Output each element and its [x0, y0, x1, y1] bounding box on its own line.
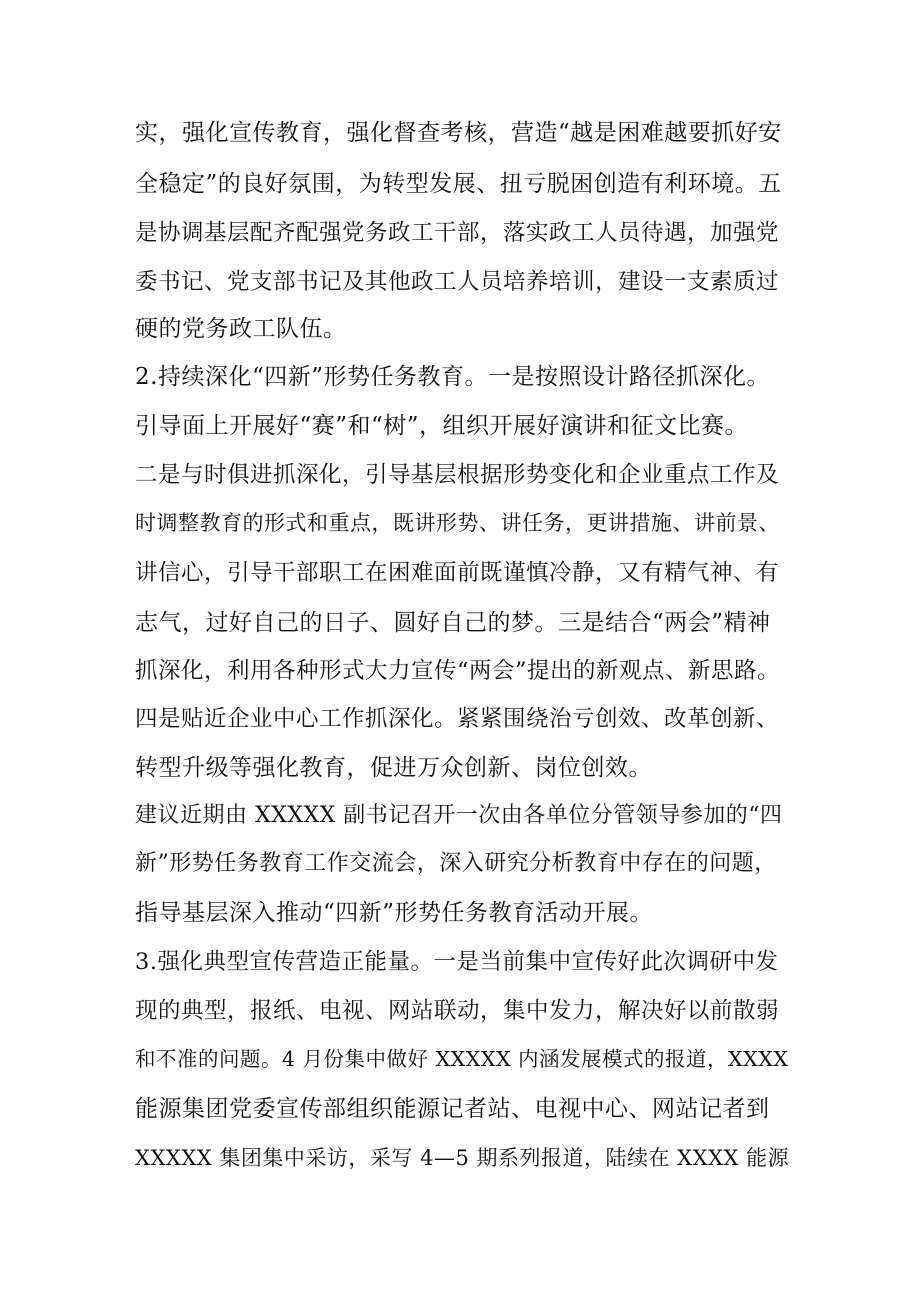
- text-line: 指导基层深入推动“四新”形势任务教育活动开展。: [135, 900, 654, 926]
- text-line: 四是贴近企业中心工作抓深化。紧紧围绕治亏创效、改革创新、: [135, 706, 780, 732]
- text-line: 现的典型，报纸、电视、网站联动，集中发力，解决好以前散弱: [135, 998, 780, 1024]
- text-line: 时调整教育的形式和重点，既讲形势、讲任务，更讲措施、讲前景、: [135, 511, 780, 535]
- text-line: 建议近期由 XXXXX 副书记召开一次由各单位分管领导参加的“四: [135, 803, 783, 828]
- text-line: 讲信心，引导干部职工在困难面前既谨慎冷静，又有精气神、有: [135, 560, 780, 586]
- text-line: 3.强化典型宣传营造正能量。一是当前集中宣传好此次调研中发: [135, 949, 779, 975]
- text-line: 抓深化，利用各种形式大力宣传“两会”提出的新观点、新思路。: [135, 658, 781, 684]
- text-line: 全稳定”的良好氛围，为转型发展、扭亏脱困创造有利环境。五: [135, 171, 782, 197]
- text-line: 二是与时俱进抓深化，引导基层根据形势变化和企业重点工作及: [135, 462, 780, 488]
- text-line: XXXXX 集团集中采访，采写 4—5 期系列报道，陆续在 XXXX 能源: [135, 1146, 790, 1170]
- text-line: 能源集团党委宣传部组织能源记者站、电视中心、网站记者到: [135, 1096, 770, 1122]
- text-line: 实，强化宣传教育，强化督查考核，营造“越是困难越要抓好安: [135, 120, 782, 146]
- text-line: 转型升级等强化教育，促进万众创新、岗位创效。: [135, 755, 652, 781]
- text-line: 引导面上开展好“赛”和“树”，组织开展好演讲和征文比赛。: [135, 413, 749, 439]
- text-line: 2.持续深化“四新”形势任务教育。一是按照设计路径抓深化。: [135, 364, 770, 390]
- text-line: 硬的党务政工队伍。: [135, 316, 347, 342]
- text-line: 和不准的问题。4 月份集中做好 XXXXX 内涵发展模式的报道，XXXX: [135, 1047, 789, 1071]
- text-line: 志气，过好自己的日子、圆好自己的梦。三是结合“两会”精神: [135, 610, 771, 636]
- text-line: 新”形势任务教育工作交流会，深入研究分析教育中存在的问题，: [135, 851, 777, 876]
- text-line: 是协调基层配齐配强党务政工干部，落实政工人员待遇，加强党: [135, 220, 780, 246]
- text-line: 委书记、党支部书记及其他政工人员培养培训，建设一支素质过: [135, 269, 780, 295]
